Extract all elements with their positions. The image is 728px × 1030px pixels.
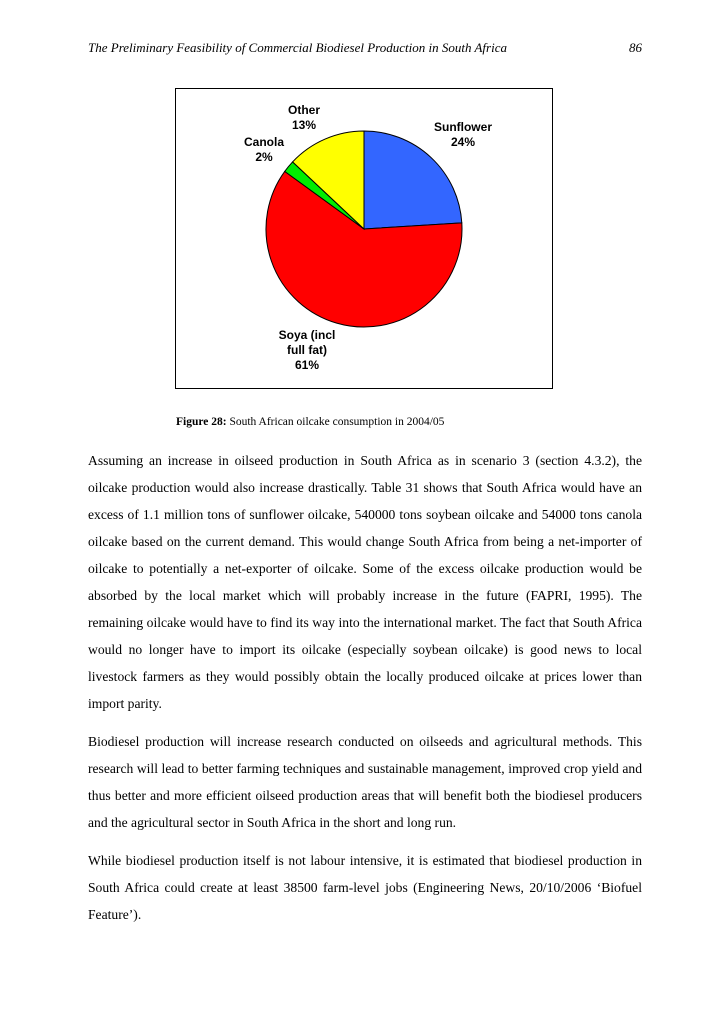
paragraph-3: While biodiesel production itself is not labour intensive, it is estimated that biodiesel production in South Africa could create at least 38500 farm-level jobs (Engineering News, 20/10/2006 ‘Biofuel Feature’). (88, 853, 642, 922)
body-text (88, 447, 642, 939)
page-header (88, 40, 642, 56)
pie-label-3: Canola 2% (243, 135, 285, 164)
pie-label-1: Sunflower 24% (433, 120, 493, 149)
pie-chart-frame (175, 88, 553, 389)
paragraph-2: Biodiesel production will increase research conducted on oilseeds and agricultural methods. This research will lead to better farming techniques and sustainable management, improved crop yield and thus better and more efficient oilseed production areas that will benefit both the biodiesel producers and the agricultural sector in South Africa in the short and long run. (88, 734, 642, 830)
running-title: The Preliminary Feasibility of Commercial Biodiesel Production in South Africa (88, 40, 507, 55)
figure-caption (176, 416, 444, 428)
page-number: 86 (629, 40, 642, 55)
pie-label-4: Other 13% (287, 103, 321, 132)
paragraph-1: Assuming an increase in oilseed production in South Africa as in scenario 3 (section 4.3.2), the oilcake production would also increase drastically. Table 31 shows that South Africa would have an excess of 1.1 million tons of sunflower oilcake, 540000 tons soybean oilcake and 54000 tons canola oilcake based on the current demand. This would change South Africa from being a net-importer of oilcake to potentially a net-exporter of oilcake. Some of the excess oilcake production would be absorbed by the local market which will probably increase in the future (FAPRI, 1995). The remaining oilcake would have to find its way into the international market. The fact that South Africa would no longer have to import its oilcake (especially soybean oilcake) is good news to local livestock farmers as they would possibly obtain the locally produced oilcake at prices lower than import parity. (88, 453, 642, 711)
figure-caption-text: South African oilcake consumption in 2004/05 (226, 416, 445, 428)
pie-slice-1 (364, 131, 462, 229)
pie-chart (176, 89, 552, 388)
figure-caption-label: Figure 28: (176, 416, 227, 428)
pie-label-2: Soya (incl full fat) 61% (278, 328, 336, 372)
